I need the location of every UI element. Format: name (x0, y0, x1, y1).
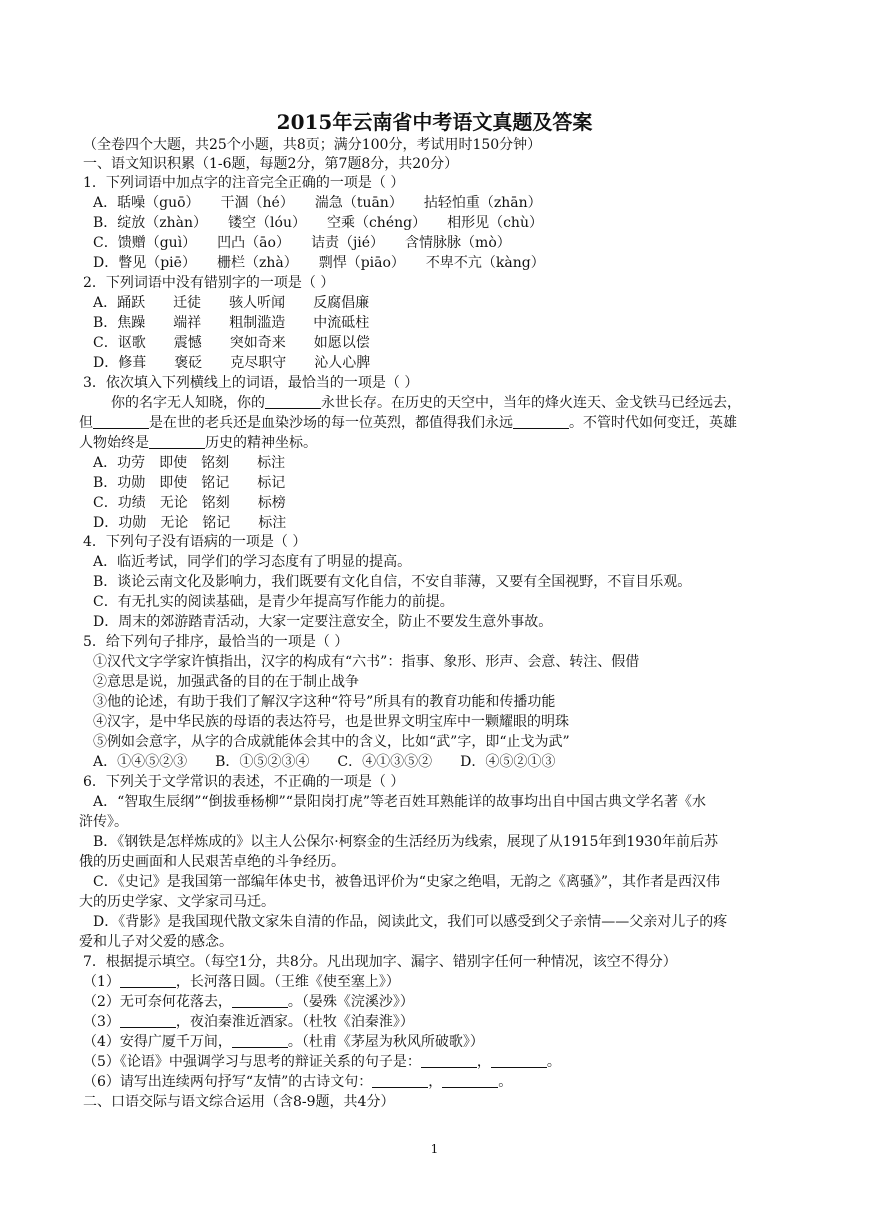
question-4-option-c: C．有无扎实的阅读基础，是青少年提高写作能力的前提。 (93, 594, 454, 610)
fill-blank (232, 993, 288, 1008)
fill-blank (93, 414, 149, 429)
question-3-option-b: B．功勋 即使 铭记 标记 (93, 475, 286, 491)
fill-blank (265, 394, 321, 409)
question-5-sentence-1: ①汉代文字学家许慎指出，汉字的构成有“六书”：指事、象形、形声、会意、转注、假借 (93, 654, 640, 670)
question-5-sentence-5: ⑤例如会意字，从字的合成就能体会其中的含义，比如“武”字，即“止戈为武” (93, 734, 570, 750)
question-6-option-b-line-2: 俄的历史画面和人民艰苦卓绝的斗争经历。 (79, 854, 345, 870)
question-7-stem: 7．根据提示填空。（每空1分，共8分。凡出现加字、漏字、错别字任何一种情况，该空不得分） (83, 954, 677, 970)
question-7-item-5: （5）《论语》中强调学习与思考的辩证关系的句子是： ， 。 (83, 1054, 561, 1070)
question-2-option-d: D．修葺 褒砭 克尽职守 沁人心脾 (93, 355, 371, 371)
question-3-passage-line-2: 但 是在世的老兵还是血染沙场的每一位英烈，都值得我们永远 。不管时代如何变迁，英雄 (79, 415, 737, 431)
question-2-option-b: B．焦躁 端祥 粗制滥造 中流砥柱 (93, 315, 370, 331)
question-3-option-a: A．功劳 即使 铭刻 标注 (93, 455, 286, 471)
question-7-item-1: （1） ，长河落日圆。（王维《使至塞上》） (83, 974, 400, 990)
question-5-options: A．①④⑤②③ B．①⑤②③④ C．④①③⑤② D．④⑤②①③ (93, 754, 556, 770)
question-4-option-a: A．临近考试，同学们的学习态度有了明显的提高。 (93, 554, 412, 570)
fill-blank (149, 434, 205, 449)
fill-blank (372, 1073, 428, 1088)
question-5-sentence-3: ③他的论述，有助于我们了解汉字这种“符号”所具有的教育功能和传播功能 (93, 694, 556, 710)
question-4-option-d: D．周末的郊游踏青活动，大家一定要注意安全，防止不要发生意外事故。 (93, 614, 553, 630)
page-title: 2015年云南省中考语文真题及答案 (276, 110, 593, 134)
question-6-stem: 6．下列关于文学常识的表述，不正确的一项是（ ） (83, 774, 405, 790)
question-3-passage-line-1: 你的名字无人知晓，你的 永世长存。在历史的天空中，当年的烽火连天、金戈铁马已经远去， (111, 395, 741, 411)
question-2-option-a: A．踊跃 迁徒 骇人听闻 反腐倡廉 (93, 295, 370, 311)
question-6-option-b-line-1: B．《钢铁是怎样炼成的》以主人公保尔·柯察金的生活经历为线索，展现了从1915年到1930年前后苏 (93, 834, 718, 850)
question-4-stem: 4．下列句子没有语病的一项是（ ） (83, 534, 307, 550)
fill-blank (421, 1053, 477, 1068)
question-6-option-a-line-2: 浒传》。 (79, 814, 128, 830)
question-7-item-2: （2）无可奈何花落去， 。（晏殊《浣溪沙》） (83, 994, 414, 1010)
question-1-option-a: A．聒噪（guō） 干涸（hé） 湍急（tuān） 拈轻怕重（zhān） (93, 195, 542, 211)
question-2-stem: 2．下列词语中没有错别字的一项是（ ） (83, 275, 335, 291)
question-1-option-b: B．绽放（zhàn） 镂空（lóu） 空乘（chéng） 相形见（chù） (93, 215, 543, 231)
question-7-item-4: （4）安得广厦千万间， 。（杜甫《茅屋为秋风所破歌》） (83, 1034, 484, 1050)
question-2-option-c: C．讴歌 震憾 突如奇来 如愿以偿 (93, 335, 370, 351)
fill-blank (120, 973, 176, 988)
question-3-option-c: C．功绩 无论 铭刻 标榜 (93, 495, 286, 511)
question-5-sentence-2: ②意思是说，加强武备的目的在于制止战争 (93, 674, 359, 690)
question-1-stem: 1．下列词语中加点字的注音完全正确的一项是（ ） (83, 175, 405, 191)
question-3-stem: 3．依次填入下列横线上的词语，最恰当的一项是（ ） (83, 375, 419, 391)
question-3-option-d: D．功勋 无论 铭记 标注 (93, 515, 287, 531)
question-3-passage-line-3: 人物始终是 历史的精神坐标。 (79, 435, 317, 451)
question-1-option-c: C．馈赠（guì） 凹凸（āo） 诘责（jié） 含情脉脉（mò） (93, 235, 511, 251)
question-6-option-c-line-2: 大的历史学家、文学家司马迁。 (79, 894, 275, 910)
question-6-option-a-line-1: A．“智取生辰纲”“倒拔垂杨柳”“景阳岗打虎”等老百姓耳熟能详的故事均出自中国古典文学名著《水 (93, 794, 707, 810)
page-number: 1 (430, 1142, 439, 1156)
question-7-item-6: （6）请写出连续两句抒写“友情”的古诗文句： ， 。 (83, 1074, 513, 1090)
fill-blank (442, 1073, 498, 1088)
question-6-option-d-line-2: 爱和儿子对父爱的感念。 (79, 934, 233, 950)
exam-intro: （全卷四个大题，共25个小题，共8页；满分100分，考试用时150分钟） (83, 137, 542, 153)
fill-blank (491, 1053, 547, 1068)
fill-blank (513, 414, 569, 429)
question-5-sentence-4: ④汉字，是中华民族的母语的表达符号，也是世界文明宝库中一颗耀眼的明珠 (93, 714, 569, 730)
question-7-item-3: （3） ，夜泊秦淮近酒家。（杜牧《泊秦淮》） (83, 1014, 414, 1030)
question-1-option-d: D．瞥见（piē） 栅栏（zhà） 剽悍（piāo） 不卑不亢（kàng） (93, 255, 545, 271)
question-4-option-b: B．谈论云南文化及影响力，我们既要有文化自信，不安自菲薄，又要有全国视野，不盲目乐观。 (93, 574, 692, 590)
question-6-option-d-line-1: D．《背影》是我国现代散文家朱自清的作品，阅读此文，我们可以感受到父子亲情——父亲对儿子的疼 (93, 914, 728, 930)
question-6-option-c-line-1: C．《史记》是我国第一部编年体史书，被鲁迅评价为“史家之绝唱，无韵之《离骚》”，其作者是西汉伟 (93, 874, 721, 890)
fill-blank (120, 1013, 176, 1028)
question-5-stem: 5．给下列句子排序，最恰当的一项是（ ） (83, 634, 349, 650)
fill-blank (232, 1033, 288, 1048)
section-heading-2: 二、口语交际与语文综合运用（含8-9题，共4分） (83, 1094, 395, 1110)
section-heading-1: 一、语文知识积累（1-6题，每题2分，第7题8分，共20分） (83, 156, 459, 172)
